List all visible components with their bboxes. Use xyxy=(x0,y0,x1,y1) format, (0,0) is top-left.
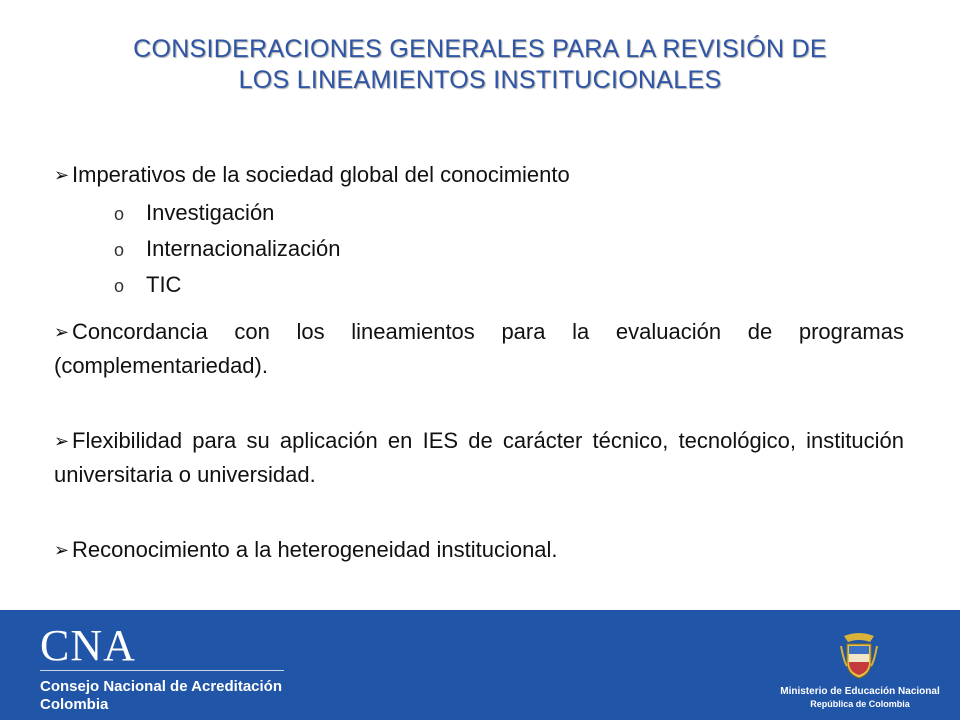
sub-list xyxy=(114,195,904,303)
sub-item-investigacion xyxy=(114,195,904,231)
circle-bullet-icon: o xyxy=(114,240,125,260)
sub-item-text: TIC xyxy=(146,272,182,297)
title-line-2: LOS LINEAMIENTOS INSTITUCIONALES xyxy=(238,66,722,94)
sub-item-internacionalizacion xyxy=(114,231,904,267)
sub-item-text: Investigación xyxy=(146,200,275,225)
ministry-country: República de Colombia xyxy=(810,699,910,709)
arrow-bullet-icon: ➢ xyxy=(54,322,70,342)
circle-bullet-icon: o xyxy=(114,276,125,296)
logo-divider xyxy=(40,670,284,671)
circle-bullet-icon: o xyxy=(114,204,125,224)
slide-title xyxy=(40,34,920,96)
sub-item-tic xyxy=(114,267,904,303)
title-line-1: CONSIDERACIONES GENERALES PARA LA REVISIÓN DE xyxy=(133,35,827,63)
cna-logo: CNA xyxy=(40,621,136,670)
bullet-concordancia xyxy=(54,315,904,382)
footer-bar xyxy=(0,610,960,720)
sub-item-text: Internacionalización xyxy=(146,236,341,261)
arrow-bullet-icon: ➢ xyxy=(54,540,70,560)
bullet-flexibilidad xyxy=(54,424,904,491)
coat-of-arms-icon xyxy=(840,632,878,680)
cna-full-name: Consejo Nacional de Acreditación xyxy=(40,678,282,695)
slide-content xyxy=(54,158,904,567)
bullet-text: Imperativos de la sociedad global del conocimiento xyxy=(72,162,570,187)
bullet-imperativos xyxy=(54,158,904,192)
ministry-name: Ministerio de Educación Nacional xyxy=(780,686,940,697)
bullet-text: Flexibilidad para su aplicación en IES de carácter técnico, tecnológico, institución universitaria o universidad. xyxy=(54,428,904,487)
bullet-reconocimiento xyxy=(54,533,904,567)
arrow-bullet-icon: ➢ xyxy=(54,165,70,185)
arrow-bullet-icon: ➢ xyxy=(54,431,70,451)
cna-country: Colombia xyxy=(40,696,109,713)
bullet-text: Reconocimiento a la heterogeneidad institucional. xyxy=(72,537,558,562)
bullet-text: Concordancia con los lineamientos para la evaluación de programas (complementariedad). xyxy=(54,319,904,378)
